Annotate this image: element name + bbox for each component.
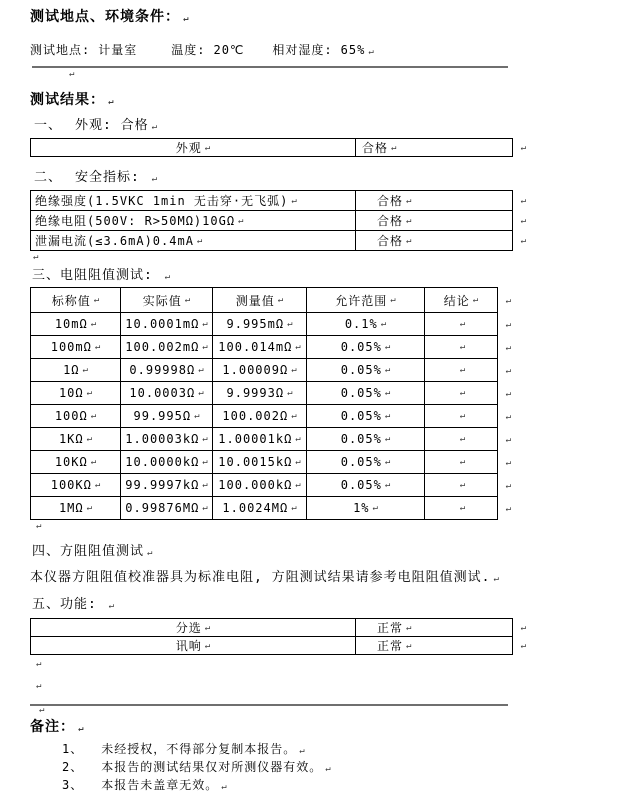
- remark-text: 未经授权，不得部分复制本报告。 ↵: [101, 742, 305, 756]
- paragraph-mark: ↵: [295, 480, 301, 490]
- paragraph-mark: ↵: [277, 295, 284, 305]
- paragraph-mark: ↵: [198, 365, 204, 375]
- cell-text: 合格: [377, 234, 404, 248]
- paragraph-mark: ↵: [94, 480, 101, 490]
- remark-text: 本报告的测试结果仅对所测仪器有效。 ↵: [101, 760, 331, 774]
- paragraph-mark: ↵: [108, 601, 115, 611]
- paragraph-mark: ↵: [384, 480, 391, 490]
- paragraph-mark: ↵: [36, 681, 42, 691]
- paragraph-mark: ↵: [406, 640, 412, 651]
- paragraph-mark: ↵: [86, 503, 93, 513]
- table-row: [31, 497, 511, 520]
- table-cell: [213, 428, 307, 451]
- paragraph-mark: ↵: [108, 97, 114, 107]
- table-cell: [425, 313, 498, 336]
- paragraph-mark: ↵: [299, 746, 305, 756]
- remark-item: [62, 740, 305, 757]
- paragraph-mark: ↵: [202, 480, 208, 490]
- paragraph-mark: ↵: [194, 411, 200, 421]
- table-cell: [31, 336, 121, 359]
- table-cell: [213, 313, 307, 336]
- table-cell: [31, 191, 356, 211]
- table-cell: [356, 637, 513, 655]
- sheet-resistance-note: 本仪器方阻阻值校准器具为标准电阻, 方阻测试结果请参考电阻阻值测试. ↵: [30, 570, 499, 585]
- section-title: 外观: 合格 ↵: [75, 118, 158, 133]
- paragraph-mark: ↵: [287, 319, 293, 329]
- table-cell: [31, 313, 121, 336]
- table-cell: [31, 211, 356, 231]
- paragraph-mark: ↵: [459, 503, 466, 513]
- row-end-mark: ↵: [505, 295, 511, 306]
- table-row: [31, 231, 526, 251]
- remark-item: [62, 776, 227, 792]
- cell-text: 1.0024MΩ: [222, 501, 289, 515]
- paragraph-mark: [33, 521, 41, 531]
- cell-text: 0.99998Ω: [129, 363, 196, 377]
- bottom-divider: [30, 704, 508, 706]
- table-cell: [307, 405, 425, 428]
- cell-text: 合格: [377, 214, 404, 228]
- table-cell: [121, 313, 213, 336]
- row-end-mark: ↵: [520, 143, 526, 153]
- env-conditions-line: [30, 41, 374, 58]
- remark-text: 本报告未盖章无效。 ↵: [101, 778, 227, 792]
- cell-text: 实际值: [142, 293, 182, 308]
- table-cell: [31, 139, 356, 157]
- paragraph-mark: ↵: [147, 548, 153, 558]
- paragraph-mark: ↵: [459, 480, 466, 490]
- section-title: 安全指标: ↵: [75, 170, 158, 185]
- table-cell: [31, 497, 121, 520]
- section-appearance: [34, 114, 157, 133]
- cell-text: 100.002Ω: [222, 409, 289, 423]
- paragraph-mark: ↵: [291, 503, 297, 513]
- table-cell: [213, 451, 307, 474]
- paragraph-mark: ↵: [204, 640, 211, 651]
- paragraph-mark: ↵: [459, 457, 466, 467]
- paragraph-mark: ↵: [202, 434, 208, 444]
- table-cell: [356, 231, 513, 251]
- table-row: [31, 637, 526, 655]
- cell-text: 1MΩ: [58, 501, 84, 515]
- cell-text: 0.05%: [340, 455, 382, 469]
- table-cell: [425, 359, 498, 382]
- row-end-mark: ↵: [505, 457, 511, 468]
- cell-text: 99.995Ω: [133, 409, 192, 423]
- table-cell: [425, 382, 498, 405]
- table-cell: [356, 211, 513, 231]
- paragraph-mark: ↵: [384, 342, 391, 352]
- row-end-mark: ↵: [520, 236, 526, 246]
- table-cell: [425, 336, 498, 359]
- paragraph-mark: ↵: [459, 319, 466, 329]
- table-row: [31, 139, 526, 157]
- cell-text: 1%: [353, 501, 370, 515]
- function-table: [30, 618, 526, 655]
- cell-text: 1.00009Ω: [222, 363, 289, 377]
- table-row: [31, 405, 511, 428]
- cell-text: 0.05%: [340, 432, 382, 446]
- paragraph-mark: ↵: [183, 14, 189, 24]
- cell-text: 0.05%: [340, 409, 382, 423]
- paragraph-mark: ↵: [291, 195, 297, 206]
- remark-number: 2、: [62, 760, 84, 774]
- paragraph-mark: ↵: [287, 388, 293, 398]
- paragraph-mark: ↵: [202, 319, 208, 329]
- cell-text: 1.00003kΩ: [125, 432, 200, 446]
- appearance-table: [30, 138, 526, 157]
- cell-text: 9.9993Ω: [226, 386, 285, 400]
- table-row: [31, 313, 511, 336]
- paragraph-mark: [66, 69, 74, 79]
- humidity-label: 相对湿度:: [272, 43, 333, 57]
- row-end-mark: ↵: [505, 480, 511, 491]
- row-end-mark: ↵: [505, 503, 511, 514]
- paragraph-mark: ↵: [86, 388, 93, 398]
- table-cell: [307, 451, 425, 474]
- cell-text: 标称值: [51, 293, 91, 308]
- paragraph-mark: ↵: [384, 457, 391, 467]
- paragraph-mark: ↵: [380, 319, 387, 329]
- paragraph-mark: [33, 659, 41, 669]
- table-cell: [356, 139, 513, 157]
- cell-text: 1.00001kΩ: [218, 432, 293, 446]
- cell-text: 9.995mΩ: [226, 317, 285, 331]
- paragraph-mark: ↵: [82, 365, 88, 375]
- cell-text: 绝缘强度(1.5VKC 1min 无击穿·无飞弧): [35, 194, 289, 208]
- paragraph-mark: ↵: [78, 724, 84, 734]
- table-cell: [31, 428, 121, 451]
- remarks-heading: 备注： ↵: [30, 719, 84, 735]
- paragraph-mark: ↵: [406, 622, 412, 633]
- table-cell: [31, 231, 356, 251]
- cell-text: 泄漏电流(≤3.6mA)0.4mA: [35, 234, 194, 248]
- table-header-row: [31, 288, 511, 313]
- resistance-table: [30, 287, 511, 520]
- header-cell: [213, 288, 307, 313]
- paragraph-mark: ↵: [90, 457, 97, 467]
- table-cell: [213, 405, 307, 428]
- cell-text: 10KΩ: [54, 455, 88, 469]
- header-cell: [425, 288, 498, 313]
- paragraph-mark: ↵: [238, 215, 244, 226]
- cell-text: 100KΩ: [50, 478, 92, 492]
- cell-text: 99.9997kΩ: [125, 478, 200, 492]
- temperature-label: 温度:: [171, 43, 206, 57]
- paragraph-mark: ↵: [291, 411, 297, 421]
- section-title: 电阻阻值测试: ↵: [60, 268, 171, 283]
- test-location-label: 测试地点:: [30, 43, 91, 57]
- cell-text: 100.002mΩ: [125, 340, 200, 354]
- table-cell: [31, 474, 121, 497]
- table-cell: [425, 497, 498, 520]
- table-cell: [425, 428, 498, 451]
- paragraph-mark: ↵: [94, 342, 101, 352]
- paragraph-mark: ↵: [202, 457, 208, 467]
- section-number: 一、: [34, 118, 63, 133]
- table-cell: [307, 382, 425, 405]
- cell-text: 0.99876MΩ: [125, 501, 200, 515]
- paragraph-mark: ↵: [36, 659, 42, 669]
- header-cell: [31, 288, 121, 313]
- section-title: 方阻阻值测试 ↵: [60, 544, 153, 559]
- table-cell: [121, 359, 213, 382]
- paragraph-mark: ↵: [459, 342, 466, 352]
- remark-item: [62, 758, 331, 775]
- safety-table: [30, 190, 526, 251]
- paragraph-mark: ↵: [93, 295, 100, 305]
- cell-text: 0.05%: [340, 340, 382, 354]
- paragraph-mark: ↵: [368, 47, 374, 57]
- paragraph-mark: ↵: [372, 503, 378, 513]
- paragraph-mark: ↵: [164, 272, 171, 282]
- cell-text: 外观: [175, 141, 202, 155]
- paragraph-mark: ↵: [196, 235, 203, 246]
- table-row: [31, 428, 511, 451]
- cell-text: 1KΩ: [58, 432, 84, 446]
- table-cell: [213, 359, 307, 382]
- table-cell: [31, 619, 356, 637]
- paragraph-mark: ↵: [90, 411, 97, 421]
- paragraph-mark: ↵: [202, 342, 208, 352]
- cell-text: 100.014mΩ: [218, 340, 293, 354]
- remark-number: 3、: [62, 778, 84, 792]
- paragraph-mark: ↵: [493, 574, 499, 584]
- table-row: [31, 451, 511, 474]
- row-end-mark: ↵: [520, 196, 526, 206]
- paragraph-mark: ↵: [384, 411, 391, 421]
- table-cell: [307, 474, 425, 497]
- cell-text: 100Ω: [54, 409, 88, 423]
- row-end-mark: ↵: [505, 319, 511, 330]
- paragraph-mark: ↵: [39, 705, 45, 715]
- test-location-value: 计量室: [98, 43, 138, 57]
- paragraph-mark: ↵: [204, 622, 211, 633]
- header-cell: [307, 288, 425, 313]
- table-row: [31, 474, 511, 497]
- paragraph-mark: [36, 705, 44, 715]
- paragraph-mark: ↵: [202, 503, 208, 513]
- env-conditions-heading: 测试地点、环境条件： ↵: [30, 9, 189, 25]
- paragraph-mark: ↵: [325, 764, 331, 774]
- row-end-mark: ↵: [505, 388, 511, 399]
- table-cell: [213, 474, 307, 497]
- cell-text: 测量值: [235, 293, 275, 308]
- cell-text: 合格: [362, 141, 389, 155]
- paragraph-mark: ↵: [384, 434, 391, 444]
- paragraph-mark: ↵: [384, 388, 391, 398]
- table-cell: [307, 497, 425, 520]
- table-cell: [213, 382, 307, 405]
- paragraph-mark: ↵: [151, 174, 158, 184]
- table-cell: [307, 313, 425, 336]
- paragraph-mark: ↵: [390, 295, 396, 305]
- cell-text: 正常: [377, 639, 404, 653]
- table-cell: [425, 451, 498, 474]
- paragraph-mark: ↵: [472, 295, 479, 305]
- section-number: 三、: [32, 268, 61, 283]
- cell-text: 10.0003Ω: [129, 386, 196, 400]
- section-number: 五、: [32, 597, 61, 612]
- cell-text: 正常: [377, 621, 404, 635]
- paragraph-mark: ↵: [459, 434, 466, 444]
- paragraph-mark: ↵: [406, 195, 412, 206]
- section-number: 四、: [32, 544, 61, 559]
- table-row: [31, 382, 511, 405]
- table-cell: [356, 191, 513, 211]
- table-cell: [121, 497, 213, 520]
- cell-text: 0.05%: [340, 478, 382, 492]
- table-cell: [31, 382, 121, 405]
- remark-number: 1、: [62, 742, 84, 756]
- cell-text: 10.0000kΩ: [125, 455, 200, 469]
- cell-text: 分选: [175, 621, 202, 635]
- paragraph-mark: ↵: [459, 365, 466, 375]
- table-cell: [121, 451, 213, 474]
- cell-text: 10mΩ: [54, 317, 88, 331]
- paragraph-mark: ↵: [295, 457, 301, 467]
- top-divider: [32, 66, 508, 68]
- paragraph-mark: ↵: [295, 434, 301, 444]
- paragraph-mark: ↵: [295, 342, 301, 352]
- paragraph-mark: ↵: [151, 122, 158, 132]
- paragraph-mark: ↵: [459, 388, 466, 398]
- paragraph-mark: ↵: [204, 142, 211, 153]
- table-cell: [213, 497, 307, 520]
- section-safety: [34, 166, 157, 185]
- table-cell: [31, 405, 121, 428]
- table-cell: [213, 336, 307, 359]
- cell-text: 10.0001mΩ: [125, 317, 200, 331]
- table-row: [31, 211, 526, 231]
- section-number: 二、: [34, 170, 63, 185]
- table-row: [31, 336, 511, 359]
- row-end-mark: ↵: [505, 434, 511, 445]
- table-cell: [121, 428, 213, 451]
- row-end-mark: ↵: [505, 411, 511, 422]
- section-resistance: [32, 264, 170, 283]
- cell-text: 1Ω: [63, 363, 80, 377]
- table-cell: [425, 474, 498, 497]
- paragraph-mark: ↵: [291, 365, 297, 375]
- cell-text: 10.0015kΩ: [218, 455, 293, 469]
- paragraph-mark: ↵: [391, 142, 397, 153]
- paragraph-mark: ↵: [184, 295, 191, 305]
- cell-text: 绝缘电阻(500V: R>50MΩ)10GΩ: [35, 214, 236, 228]
- paragraph-mark: ↵: [198, 388, 204, 398]
- table-cell: [121, 405, 213, 428]
- cell-text: 合格: [377, 194, 404, 208]
- paragraph-mark: ↵: [86, 434, 93, 444]
- paragraph-mark: ↵: [69, 69, 75, 79]
- paragraph-mark: [30, 252, 38, 262]
- table-cell: [425, 405, 498, 428]
- section-sheet-resistance: [32, 540, 152, 559]
- row-end-mark: ↵: [520, 623, 526, 633]
- table-cell: [31, 451, 121, 474]
- cell-text: 讯响: [175, 639, 202, 653]
- paragraph-mark: [33, 681, 41, 691]
- humidity-value: 65% ↵: [340, 43, 374, 57]
- paragraph-mark: ↵: [33, 252, 39, 262]
- table-cell: [307, 428, 425, 451]
- cell-text: 100mΩ: [50, 340, 92, 354]
- cell-text: 结论: [443, 293, 470, 308]
- paragraph-mark: ↵: [221, 782, 227, 792]
- row-end-mark: ↵: [520, 216, 526, 226]
- paragraph-mark: ↵: [90, 319, 97, 329]
- table-cell: [356, 619, 513, 637]
- table-row: [31, 619, 526, 637]
- paragraph-mark: ↵: [384, 365, 391, 375]
- section-title: 功能: ↵: [60, 597, 115, 612]
- paragraph-mark: ↵: [36, 521, 42, 531]
- table-cell: [121, 382, 213, 405]
- results-heading: 测试结果： ↵: [30, 92, 114, 108]
- cell-text: 0.1%: [344, 317, 378, 331]
- row-end-mark: ↵: [505, 342, 511, 353]
- cell-text: 0.05%: [340, 363, 382, 377]
- cell-text: 允许范围: [335, 293, 388, 308]
- row-end-mark: ↵: [520, 641, 526, 651]
- temperature-value: 20℃: [213, 43, 245, 57]
- table-cell: [307, 359, 425, 382]
- table-row: [31, 191, 526, 211]
- table-cell: [31, 359, 121, 382]
- cell-text: 100.000kΩ: [218, 478, 293, 492]
- row-end-mark: ↵: [505, 365, 511, 376]
- paragraph-mark: ↵: [406, 235, 412, 246]
- table-row: [31, 359, 511, 382]
- table-cell: [121, 474, 213, 497]
- paragraph-mark: ↵: [406, 215, 412, 226]
- cell-text: 10Ω: [58, 386, 84, 400]
- table-cell: [121, 336, 213, 359]
- table-cell: [307, 336, 425, 359]
- section-function: [32, 593, 114, 612]
- paragraph-mark: ↵: [459, 411, 466, 421]
- header-cell: [121, 288, 213, 313]
- cell-text: 0.05%: [340, 386, 382, 400]
- table-cell: [31, 637, 356, 655]
